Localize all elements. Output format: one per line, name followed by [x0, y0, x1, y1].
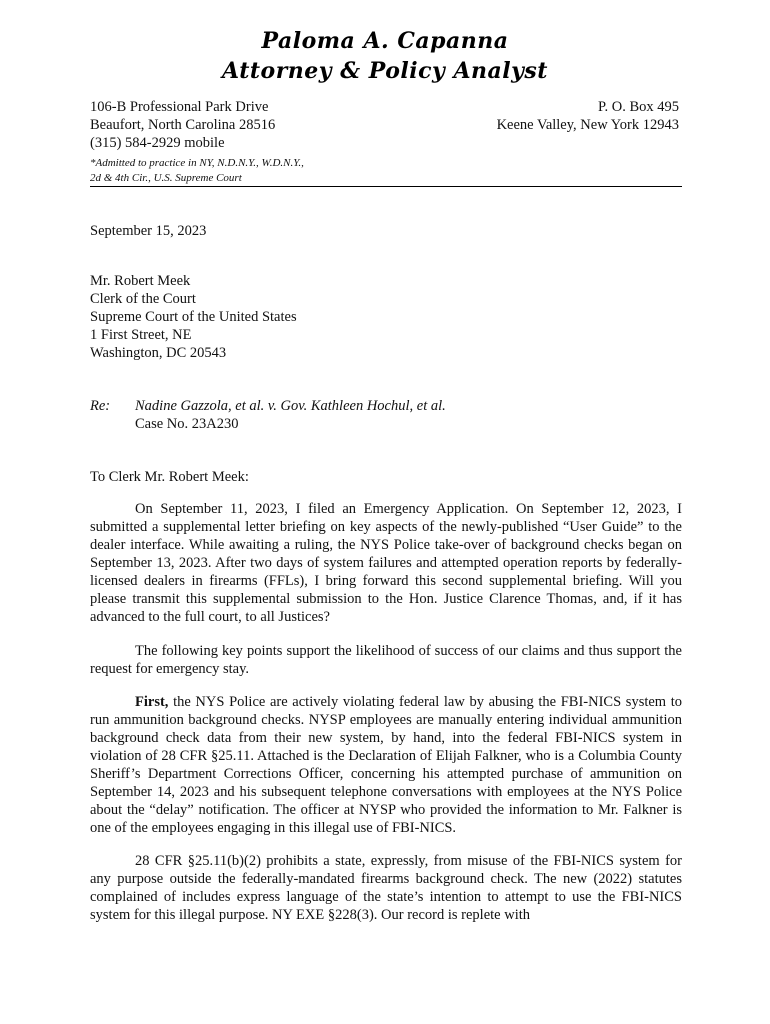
admission-note	[90, 156, 304, 186]
address-left-line-3: (315) 584-2929 mobile	[90, 135, 225, 151]
letterhead-name: Paloma A. Capanna	[261, 28, 509, 54]
address-right-line-2: Keene Valley, New York 12943	[496, 117, 679, 133]
re-label: Re:	[90, 398, 111, 414]
address-right-line-1: P. O. Box 495	[598, 99, 679, 115]
recipient-city: Washington, DC 20543	[90, 345, 227, 361]
re-text	[135, 397, 675, 433]
letterhead-divider	[90, 186, 682, 187]
body-paragraph-2: The following key points support the likelihood of success of our claims and thus support the request for emergency stay.	[90, 643, 682, 677]
letterhead-title: Attorney & Policy Analyst	[222, 58, 548, 84]
case-number: Case No. 23A230	[135, 416, 239, 432]
body-paragraph-4: 28 CFR §25.11(b)(2) prohibits a state, expressly, from misuse of the FBI-NICS system for any purpose outside the federally-mandated firearms background check. The new (2022) statutes complained of includes express language of the state’s intention to attempt to use the FBI-NICS system for this illegal purpose. NY EXE §228(3). Our record is replete with	[90, 853, 682, 923]
recipient-org: Supreme Court of the United States	[90, 309, 297, 325]
admission-line-2: 2d & 4th Cir., U.S. Supreme Court	[90, 172, 242, 184]
recipient-name: Mr. Robert Meek	[90, 273, 191, 289]
letter-date: September 15, 2023	[90, 223, 207, 239]
body-paragraph-1: On September 11, 2023, I filed an Emergency Application. On September 12, 2023, I submitted a supplemental letter briefing on key aspects of the newly-published “User Guide” to the dealer interface. While awaiting a ruling, the NYS Police take-over of background checks began on September 13, 2023. After two days of system failures and attempted operation reports by federally-licensed dealers in firearms (FFLs), I bring forward this second supplemental briefing. Will you please transmit this supplemental submission to the Hon. Justice Clarence Thomas, and, if it has advanced to the full court, to all Justices?	[90, 501, 682, 625]
body-paragraph-3	[90, 693, 682, 837]
address-left-line-1: 106-B Professional Park Drive	[90, 99, 269, 115]
recipient-street: 1 First Street, NE	[90, 327, 192, 343]
case-name: Nadine Gazzola, et al. v. Gov. Kathleen Hochul, et al.	[135, 398, 446, 414]
recipient-title: Clerk of the Court	[90, 291, 196, 307]
paragraph-3-body: the NYS Police are actively violating federal law by abusing the FBI-NICS system to run ammunition background checks. NYSP employees are manually entering individual ammunition background check data from their new system, by hand, into the federal FBI-NICS system in violation of 28 CFR §25.11. Attached is the Declaration of Elijah Falkner, who is a Columbia County Sheriff’s Department Corrections Officer, concerning his attempted purchase of ammunition on September 14, 2023 and his subsequent telephone conversations with employees at the NYS Police about the “delay” notification. The officer at NYSP who provided the information to Mr. Falkner is one of the employees engaging in this illegal use of FBI-NICS.	[90, 694, 682, 836]
recipient-address	[90, 272, 297, 362]
salutation: To Clerk Mr. Robert Meek:	[90, 469, 249, 485]
sender-address-right	[359, 98, 679, 134]
paragraph-lead-first: First,	[135, 694, 169, 710]
admission-line-1: *Admitted to practice in NY, N.D.N.Y., W.D.N.Y.,	[90, 157, 304, 169]
address-left-line-2: Beaufort, North Carolina 28516	[90, 117, 276, 133]
